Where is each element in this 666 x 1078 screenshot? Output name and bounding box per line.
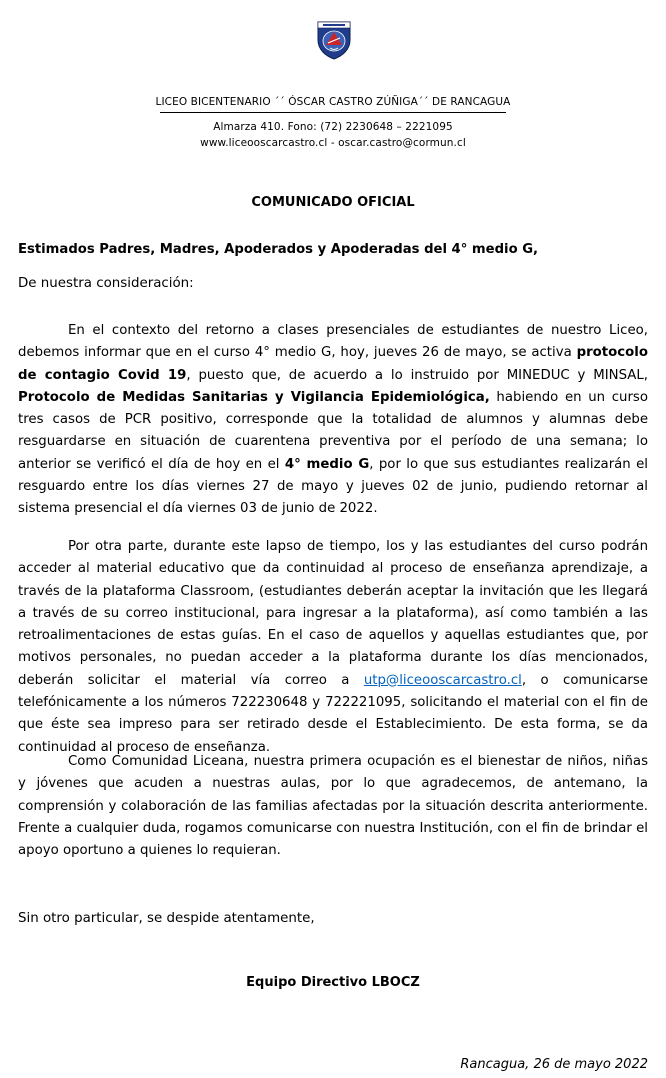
greeting: Estimados Padres, Madres, Apoderados y Apoderadas del 4° medio G,: [18, 242, 539, 257]
p1-bold-protocol: protocolo de contagio Covid 19: [18, 345, 648, 383]
utp-email-link[interactable]: utp@liceooscarcastro.cl: [363, 672, 522, 688]
paragraph-3: Como Comunidad Liceana, nuestra primera ocupación es el bienestar de niños, niñas y jóvenes que acuden a nuestras aulas, por lo que agradecemos, de antemano, la comprensión y colaboración de las familias afectadas por la situación descrita anteriormente. Frente a cualquier duda, rogamos comunicarse con nuestra Institución, con el fin de brindar el apoyo oportuno a quienes lo requieran.: [18, 754, 648, 859]
closing-line: Sin otro particular, se despide atentamente,: [18, 911, 315, 926]
signature: Equipo Directivo LBOCZ: [246, 975, 420, 990]
consideration-line: De nuestra consideración:: [18, 276, 194, 291]
p1-text-3: habiendo en un curso tres casos de PCR positivo, corresponde que la totalidad de alumnos y alumnas debe resguardarse en situación de cuarentena preventiva por el período de una semana; lo anterior se verificó el día de hoy en el: [18, 389, 648, 472]
paragraph-1: [18, 320, 648, 521]
p1-text-2: , puesto que, de acuerdo a lo instruido por MINEDUC y MINSAL,: [186, 367, 649, 383]
p1-bold-course: 4° medio G: [284, 456, 370, 472]
school-address: Almarza 410. Fono: (72) 2230648 – 2221095: [213, 121, 453, 133]
p2-text-1: Por otra parte, durante este lapso de tiempo, los y las estudiantes del curso podrán acceder al material educativo que da continuidad al proceso de enseñanza aprendizaje, a través de la plataforma Classroom, (estudiantes deberán aceptar la invitación que les llegará a través de su correo institucional, para ingresar a la plataforma), así como también a las retroalimentaciones de estas guías. En el caso de aquellos y aquellas estudiantes que, por motivos personales, no puedan acceder a la plataforma durante los días mencionados, deberán solicitar el material vía correo a: [18, 539, 648, 688]
school-crest-icon: [314, 18, 354, 60]
school-contact: www.liceooscarcastro.cl - oscar.castro@cormun.cl: [200, 137, 466, 149]
p2-text-2: , o comunicarse telefónicamente a los números 722230648 y 722221095, solicitando el material con el fin de que éste sea impreso para ser retirado desde el Establecimiento. De esta forma, se da continuidad al proceso de enseñanza.: [18, 672, 648, 755]
paragraph-2: [18, 536, 648, 759]
school-name: LICEO BICENTENARIO ´´ ÓSCAR CASTRO ZÚÑIGA´´ DE RANCAGUA: [155, 96, 511, 108]
p1-text-4: , por lo que sus estudiantes realizarán el resguardo entre los días viernes 27 de mayo y jueves 02 de junio, pudiendo retornar al sistema presencial el día viernes 03 de junio de 2022.: [18, 456, 648, 517]
p1-bold-measures: Protocolo de Medidas Sanitarias y Vigilancia Epidemiológica,: [18, 389, 490, 405]
document-date: Rancagua, 26 de mayo 2022: [460, 1057, 648, 1072]
p1-text-1: En el contexto del retorno a clases presenciales de estudiantes de nuestro Liceo, debemos informar que en el curso 4° medio G, hoy, jueves 26 de mayo, se activa: [18, 323, 648, 361]
document-title: COMUNICADO OFICIAL: [251, 195, 415, 210]
header-divider: [160, 112, 506, 113]
